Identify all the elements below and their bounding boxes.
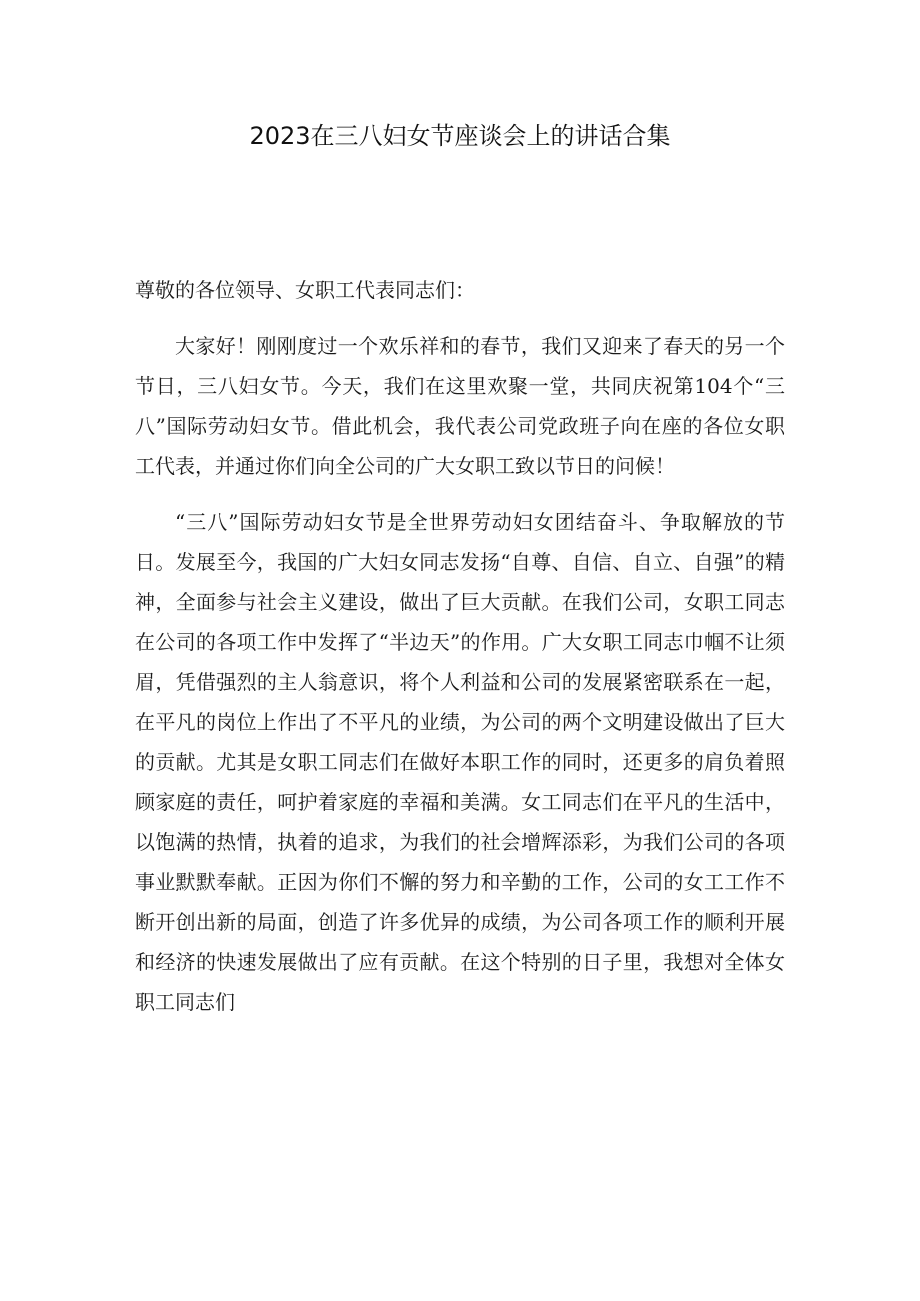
paragraph-womens-day: “三八”国际劳动妇女节是全世界劳动妇女团结奋斗、争取解放的节日。发展至今，我国的广大妇女同志发扬“自尊、自信、自立、自强”的精神，全面参与社会主义建设，做出了巨大贡献。在我们公司，女职工同志在公司的各项工作中发挥了“半边天”的作用。广大女职工同志巾帼不让须眉，凭借强烈的主人翁意识，将个人利益和公司的发展紧密联系在一起，在平凡的岗位上作出了不平凡的业绩，为公司的两个文明建设做出了巨大的贡献。尤其是女职工同志们在做好本职工作的同时，还更多的肩负着照顾家庭的责任，呵护着家庭的幸福和美满。女工同志们在平凡的生活中，以饱满的热情，执着的追求，为我们的社会增辉添彩，为我们公司的各项事业默默奉献。正因为你们不懈的努力和辛勤的工作，公司的女工工作不断开创出新的局面，创造了许多优异的成绩，为公司各项工作的顺利开展和经济的快速发展做出了应有贡献。在这个特别的日子里，我想对全体女职工同志们 bbox=[135, 510, 785, 1014]
document-body bbox=[135, 270, 785, 1038]
paragraph-greeting: 大家好！刚刚度过一个欢乐祥和的春节，我们又迎来了春天的另一个节日，三八妇女节。今天，我们在这里欢聚一堂，共同庆祝第104个“三八”国际劳动妇女节。借此机会，我代表公司党政班子向在座的各位女职工代表，并通过你们向全公司的广大女职工致以节日的问候！ bbox=[135, 334, 785, 478]
salutation: 尊敬的各位领导、女职工代表同志们： bbox=[135, 278, 475, 302]
document-title: 2023在三八妇女节座谈会上的讲话合集 bbox=[249, 122, 671, 150]
